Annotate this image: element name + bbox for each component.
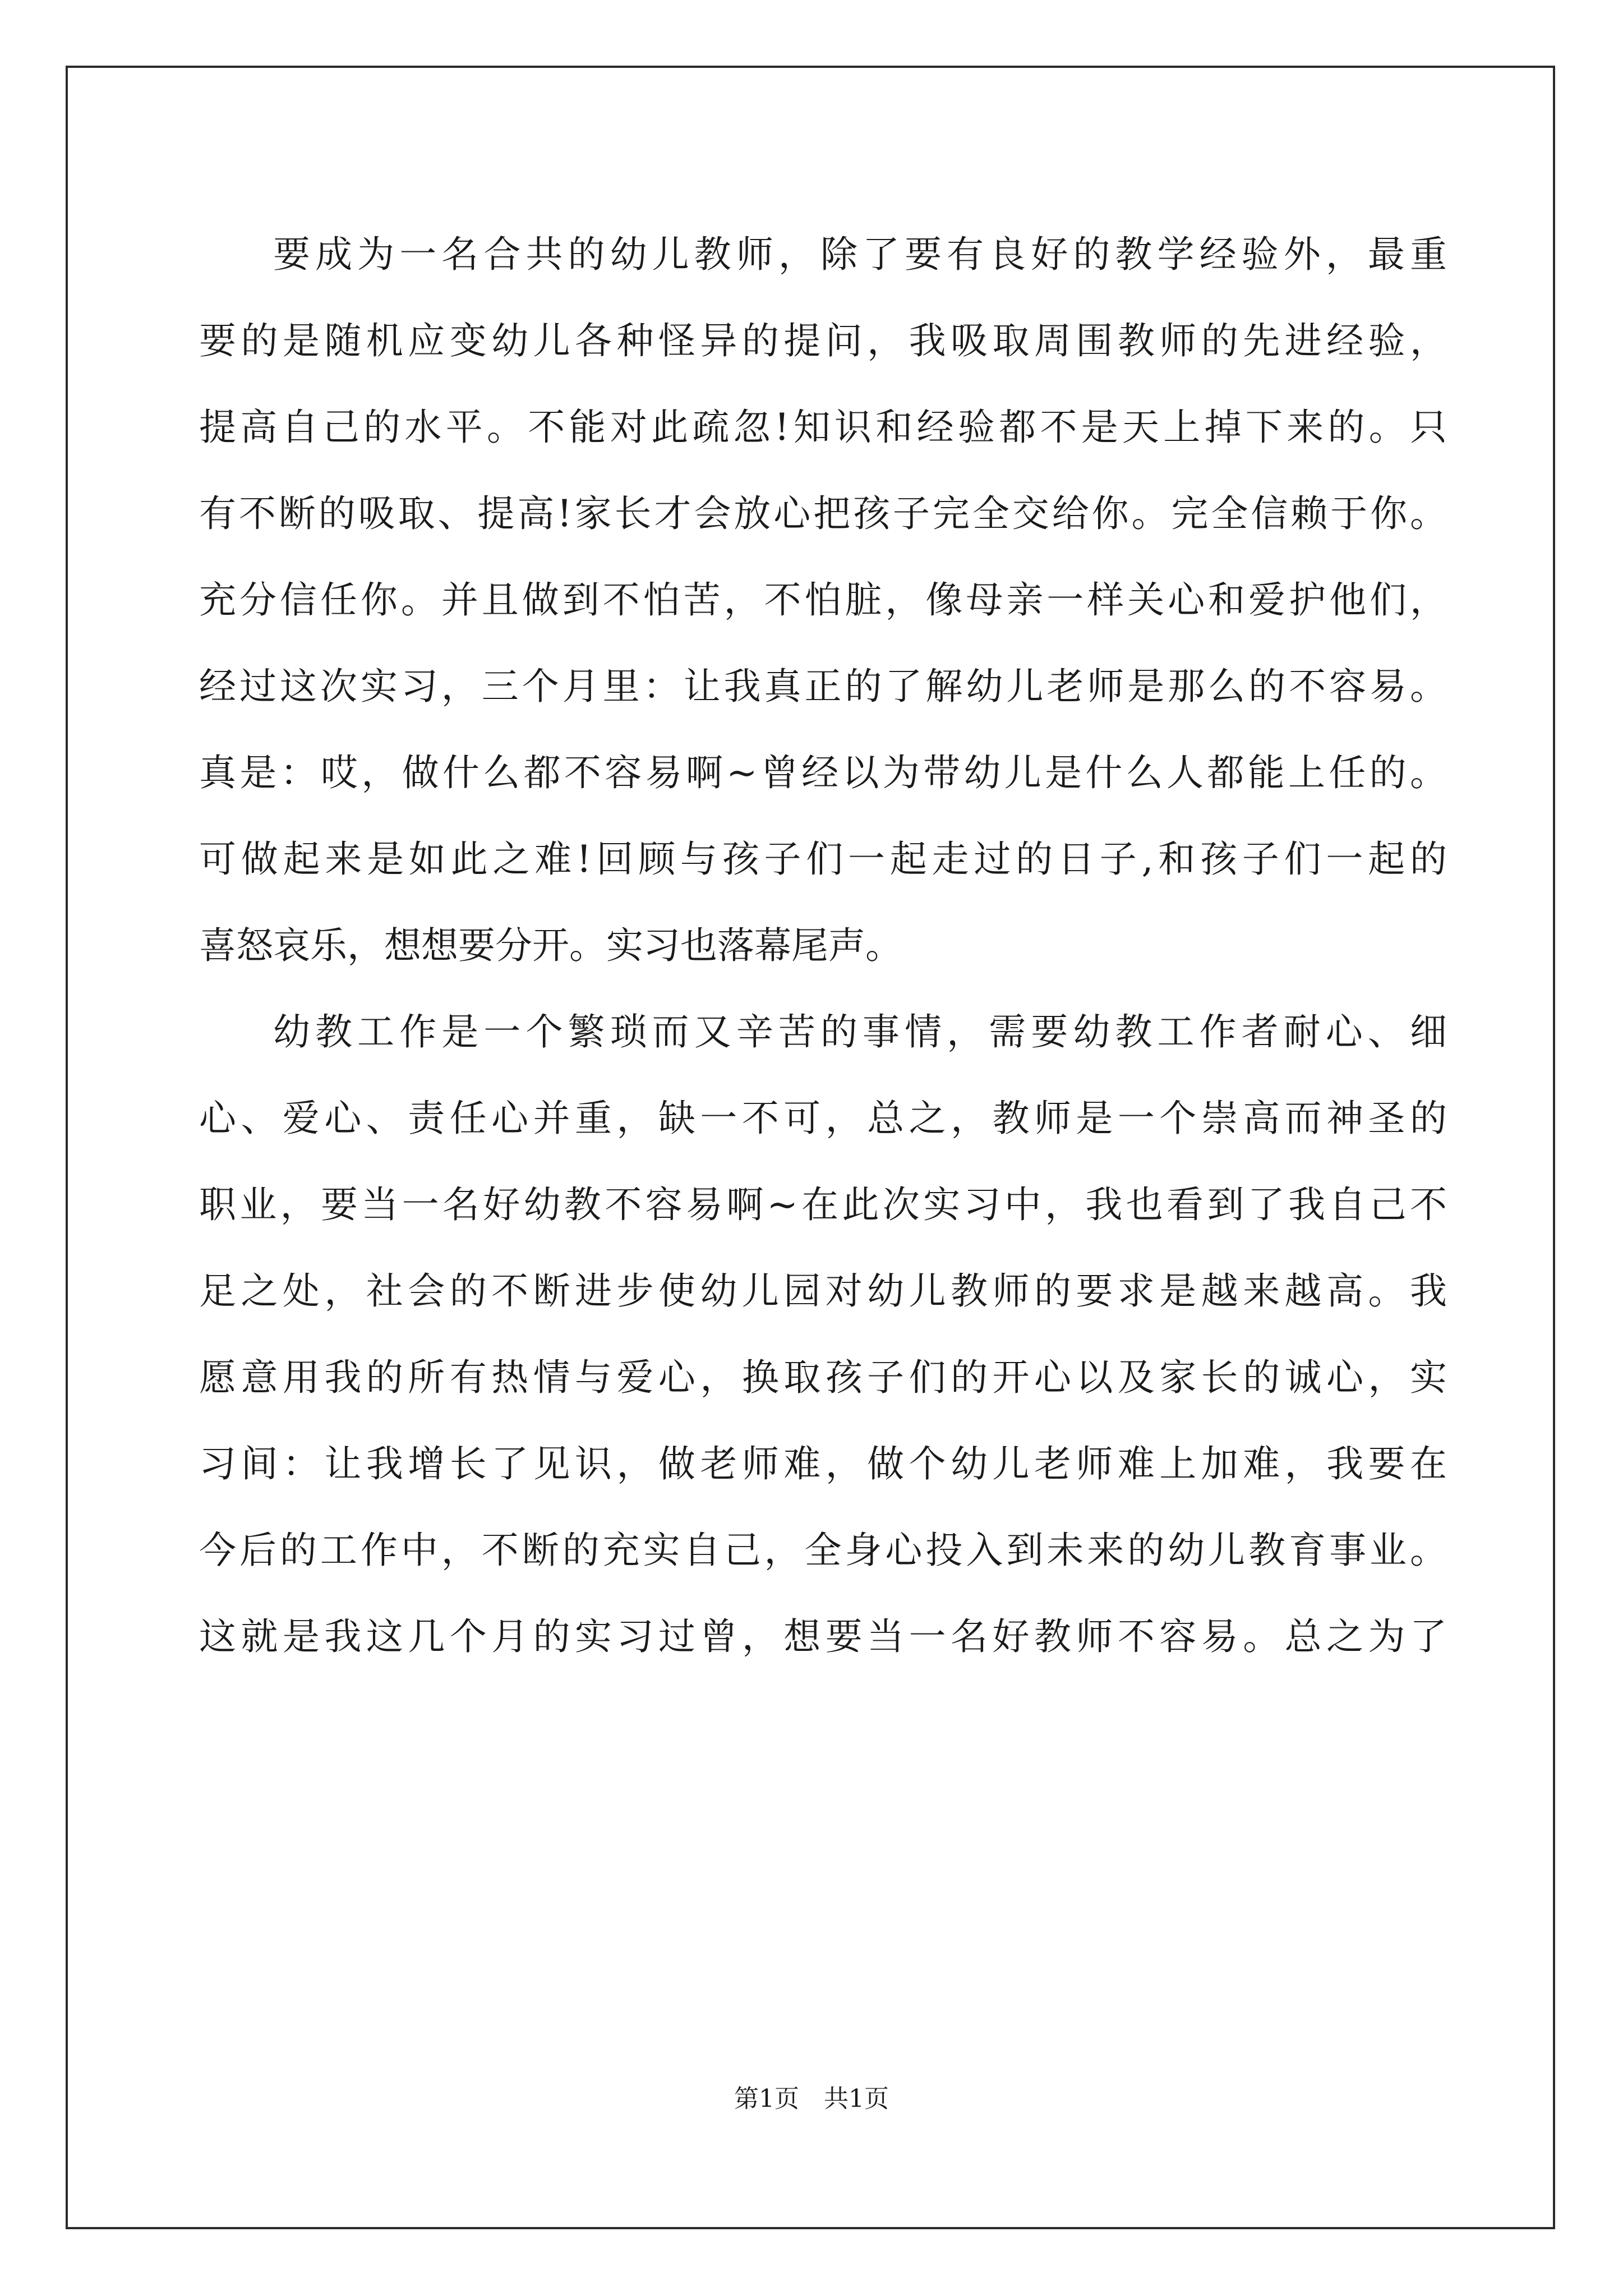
paragraph-1-line-4: 有不断的吸取、提高!家长才会放心把孩子完全交给你。完全信赖于你。 xyxy=(199,492,1447,535)
page-number-footer: 第1页 共1页 xyxy=(734,2085,889,2113)
paragraph-2-line-3: 职业，要当一名好幼教不容易啊~在此次实习中，我也看到了我自己不 xyxy=(199,1183,1447,1226)
paragraph-2-line-7: 今后的工作中，不断的充实自己，全身心投入到未来的幼儿教育事业。 xyxy=(199,1529,1447,1572)
paragraph-2-line-5: 愿意用我的所有热情与爱心，换取孩子们的开心以及家长的诚心，实 xyxy=(199,1356,1447,1399)
paragraph-1-line-5: 充分信任你。并且做到不怕苦，不怕脏，像母亲一样关心和爱护他们， xyxy=(199,578,1447,622)
paragraph-1-line-1: 要成为一名合共的幼儿教师，除了要有良好的教学经验外，最重 xyxy=(273,233,1447,276)
paragraph-2-line-8: 这就是我这几个月的实习过曾，想要当一名好教师不容易。总之为了 xyxy=(199,1615,1447,1658)
paragraph-2-line-2: 心、爱心、责任心并重，缺一不可，总之，教师是一个崇高而神圣的 xyxy=(199,1097,1447,1140)
paragraph-1-line-8: 可做起来是如此之难!回顾与孩子们一起走过的日子,和孩子们一起的 xyxy=(199,838,1447,881)
paragraph-1-line-3: 提高自己的水平。不能对此疏忽!知识和经验都不是天上掉下来的。只 xyxy=(199,406,1447,449)
paragraph-2-line-6: 习间：让我增长了见识，做老师难，做个幼儿老师难上加难，我要在 xyxy=(199,1442,1447,1485)
paragraph-2-line-4: 足之处，社会的不断进步使幼儿园对幼儿教师的要求是越来越高。我 xyxy=(199,1269,1447,1313)
paragraph-2-line-1: 幼教工作是一个繁琐而又辛苦的事情，需要幼教工作者耐心、细 xyxy=(273,1010,1447,1053)
paragraph-1-line-9: 喜怒哀乐，想想要分开。实习也落幕尾声。 xyxy=(199,924,902,967)
paragraph-1-line-6: 经过这次实习，三个月里：让我真正的了解幼儿老师是那么的不容易。 xyxy=(199,665,1447,708)
document-body xyxy=(199,211,1447,1680)
paragraph-1-line-7: 真是：哎，做什么都不容易啊~曾经以为带幼儿是什么人都能上任的。 xyxy=(199,751,1447,794)
paragraph-1-line-2: 要的是随机应变幼儿各种怪异的提问，我吸取周围教师的先进经验， xyxy=(199,319,1447,362)
